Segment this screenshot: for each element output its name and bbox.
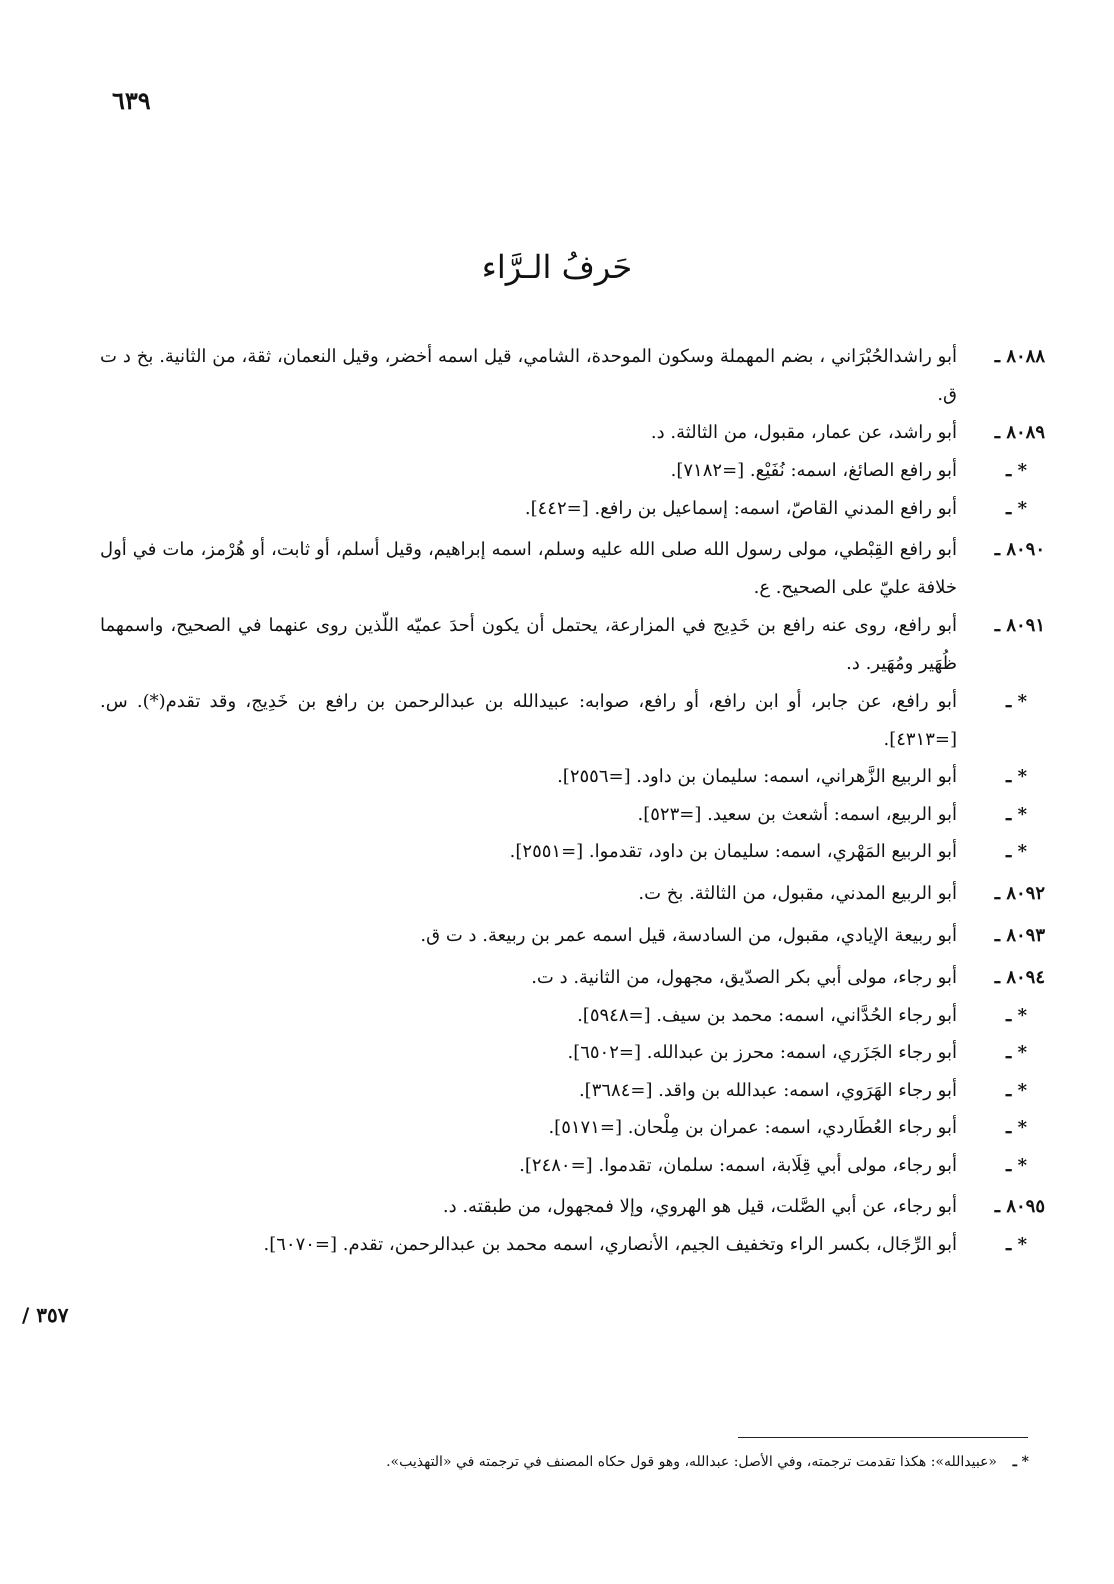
cross-reference-entry [100,490,1045,528]
biography-entry [100,917,1045,955]
biography-entry [100,607,1045,683]
cross-reference-entry [100,1072,1045,1110]
entry-text: أبو رجاء العُطَاردي، اسمه: عمران بن مِلْحان. [=٥١٧١]. [548,1117,957,1138]
entry-text: أبو رافع المدني القاصّ، اسمه: إسماعيل بن رافع. [=٤٤٢]. [524,497,957,519]
biography-entry [100,1188,1045,1226]
biography-entry [100,414,1045,452]
cross-reference-entry [100,1226,1045,1264]
cross-reference-entry [100,1147,1045,1185]
cross-reference-entry [100,452,1045,490]
chapter-title: حَرفُ الـرَّاء [481,248,633,286]
biography-entry [100,875,1045,913]
entry-text: أبو رجاء، مولى أبي قِلَابة، اسمه: سلمان، تقدموا. [=٢٤٨٠]. [519,1154,957,1176]
margin-page-reference: / ٣٥٧ [22,1303,69,1327]
entries-list [100,338,1045,1264]
cross-reference-entry [100,1109,1045,1147]
entry-number: ٨٠٩٣ ـ [994,924,1045,946]
footnote [100,1450,1045,1474]
entry-text: أبو رجاء الحُدَّاني، اسمه: محمد بن سيف. [=٥٩٤٨]. [577,1004,957,1026]
entry-text: أبو الربيع، اسمه: أشعث بن سعيد. [=٥٢٣]. [637,803,957,825]
entry-text: أبو الربيع المدني، مقبول، من الثالثة. بخ ت. [638,882,957,904]
entry-text: أبو راشد، عن عمار، مقبول، من الثالثة. د. [650,422,957,443]
entry-text: أبو رجاء، عن أبي الصَّلت، قيل هو الهروي، وإلا فمجهول، من طبقته. د. [442,1196,957,1217]
page-number: ٦٣٩ [112,86,151,115]
entry-marker: * ـ [1006,460,1027,481]
entry-number: ٨٠٩٠ ـ [994,539,1045,560]
entry-text: أبو الرِّجَال، بكسر الراء وتخفيف الجيم، الأنصاري، اسمه محمد بن عبدالرحمن، تقدم. [=٦٠٧٠]. [263,1234,957,1255]
entry-marker: * ـ [1006,841,1027,862]
entry-text: أبو راشدالحُبْرَاني ، بضم المهملة وسكون الموحدة، الشامي، قيل اسمه أخضر، وقيل النعمان، ثقة، من الثانية. بخ د ت ق. [100,346,957,405]
footnote-divider [738,1437,1028,1438]
biography-entry [100,338,1045,414]
entry-marker: * ـ [1006,497,1027,519]
entry-number: ٨٠٩١ ـ [994,615,1045,636]
cross-reference-entry [100,683,1045,758]
entry-text: أبو الربيع الزَّهراني، اسمه: سليمان بن داود. [=٢٥٥٦]. [557,766,957,787]
entry-marker: * ـ [1006,1042,1027,1063]
entry-text: أبو رافع الصائغ، اسمه: نُفَيْع. [=٧١٨٢]. [670,460,957,481]
cross-reference-entry [100,758,1045,796]
cross-reference-entry [100,833,1045,871]
entry-text: أبو رجاء الهَرَوي، اسمه: عبدالله بن واقد. [=٣٦٨٤]. [578,1079,957,1101]
entry-marker: * ـ [1006,1079,1027,1101]
entry-marker: * ـ [1006,1234,1027,1255]
footnote-marker: * ـ [1012,1454,1029,1470]
cross-reference-entry [100,1034,1045,1072]
entry-text: أبو رجاء، مولى أبي بكر الصدّيق، مجهول، من الثانية. د ت. [531,966,957,988]
entry-text: أبو رافع القِبْطي، مولى رسول الله صلى الله عليه وسلم، اسمه إبراهيم، وقيل أسلم، أو ثابت، أو هُرْمز، مات في أول خلافة عليّ على الصحيح. ع. [100,539,957,598]
entry-marker: * ـ [1006,1117,1027,1138]
biography-entry [100,959,1045,997]
entry-number: ٨٠٩٥ ـ [994,1196,1045,1217]
entry-marker: * ـ [1006,1004,1027,1026]
entry-text: أبو رافع، عن جابر، أو ابن رافع، أو رافع، صوابه: عبيدالله بن عبدالرحمن بن رافع بن خَدِيج، وقد تقدم(*). س. [=٤٣١٣]. [100,691,957,750]
cross-reference-entry [100,796,1045,834]
footnote-text: «عبيدالله»: هكذا تقدمت ترجمته، وفي الأصل: عبدالله، وهو قول حكاه المصنف في ترجمته في «التهذيب». [386,1454,997,1470]
entry-marker: * ـ [1006,1154,1027,1176]
cross-reference-entry [100,997,1045,1035]
entry-marker: * ـ [1006,803,1027,825]
biography-entry [100,531,1045,607]
entry-number: ٨٠٩٢ ـ [994,882,1045,904]
entry-marker: * ـ [1006,691,1027,712]
entry-number: ٨٠٨٨ ـ [994,346,1045,367]
entry-number: ٨٠٨٩ ـ [994,422,1045,443]
entry-number: ٨٠٩٤ ـ [994,966,1045,988]
entry-text: أبو ربيعة الإيادي، مقبول، من السادسة، قيل اسمه عمر بن ربيعة. د ت ق. [420,924,957,946]
entry-text: أبو رافع، روى عنه رافع بن خَدِيج في المزارعة، يحتمل أن يكون أحدَ عميّه اللّذين روى عنهما في الصحيح، واسمهما ظُهَير ومُهَير. د. [100,615,957,674]
entry-text: أبو الربيع المَهْري، اسمه: سليمان بن داود، تقدموا. [=٢٥٥١]. [509,841,957,862]
entry-text: أبو رجاء الجَزَري، اسمه: محرز بن عبدالله. [=٦٥٠٢]. [567,1042,957,1063]
entry-marker: * ـ [1006,766,1027,787]
